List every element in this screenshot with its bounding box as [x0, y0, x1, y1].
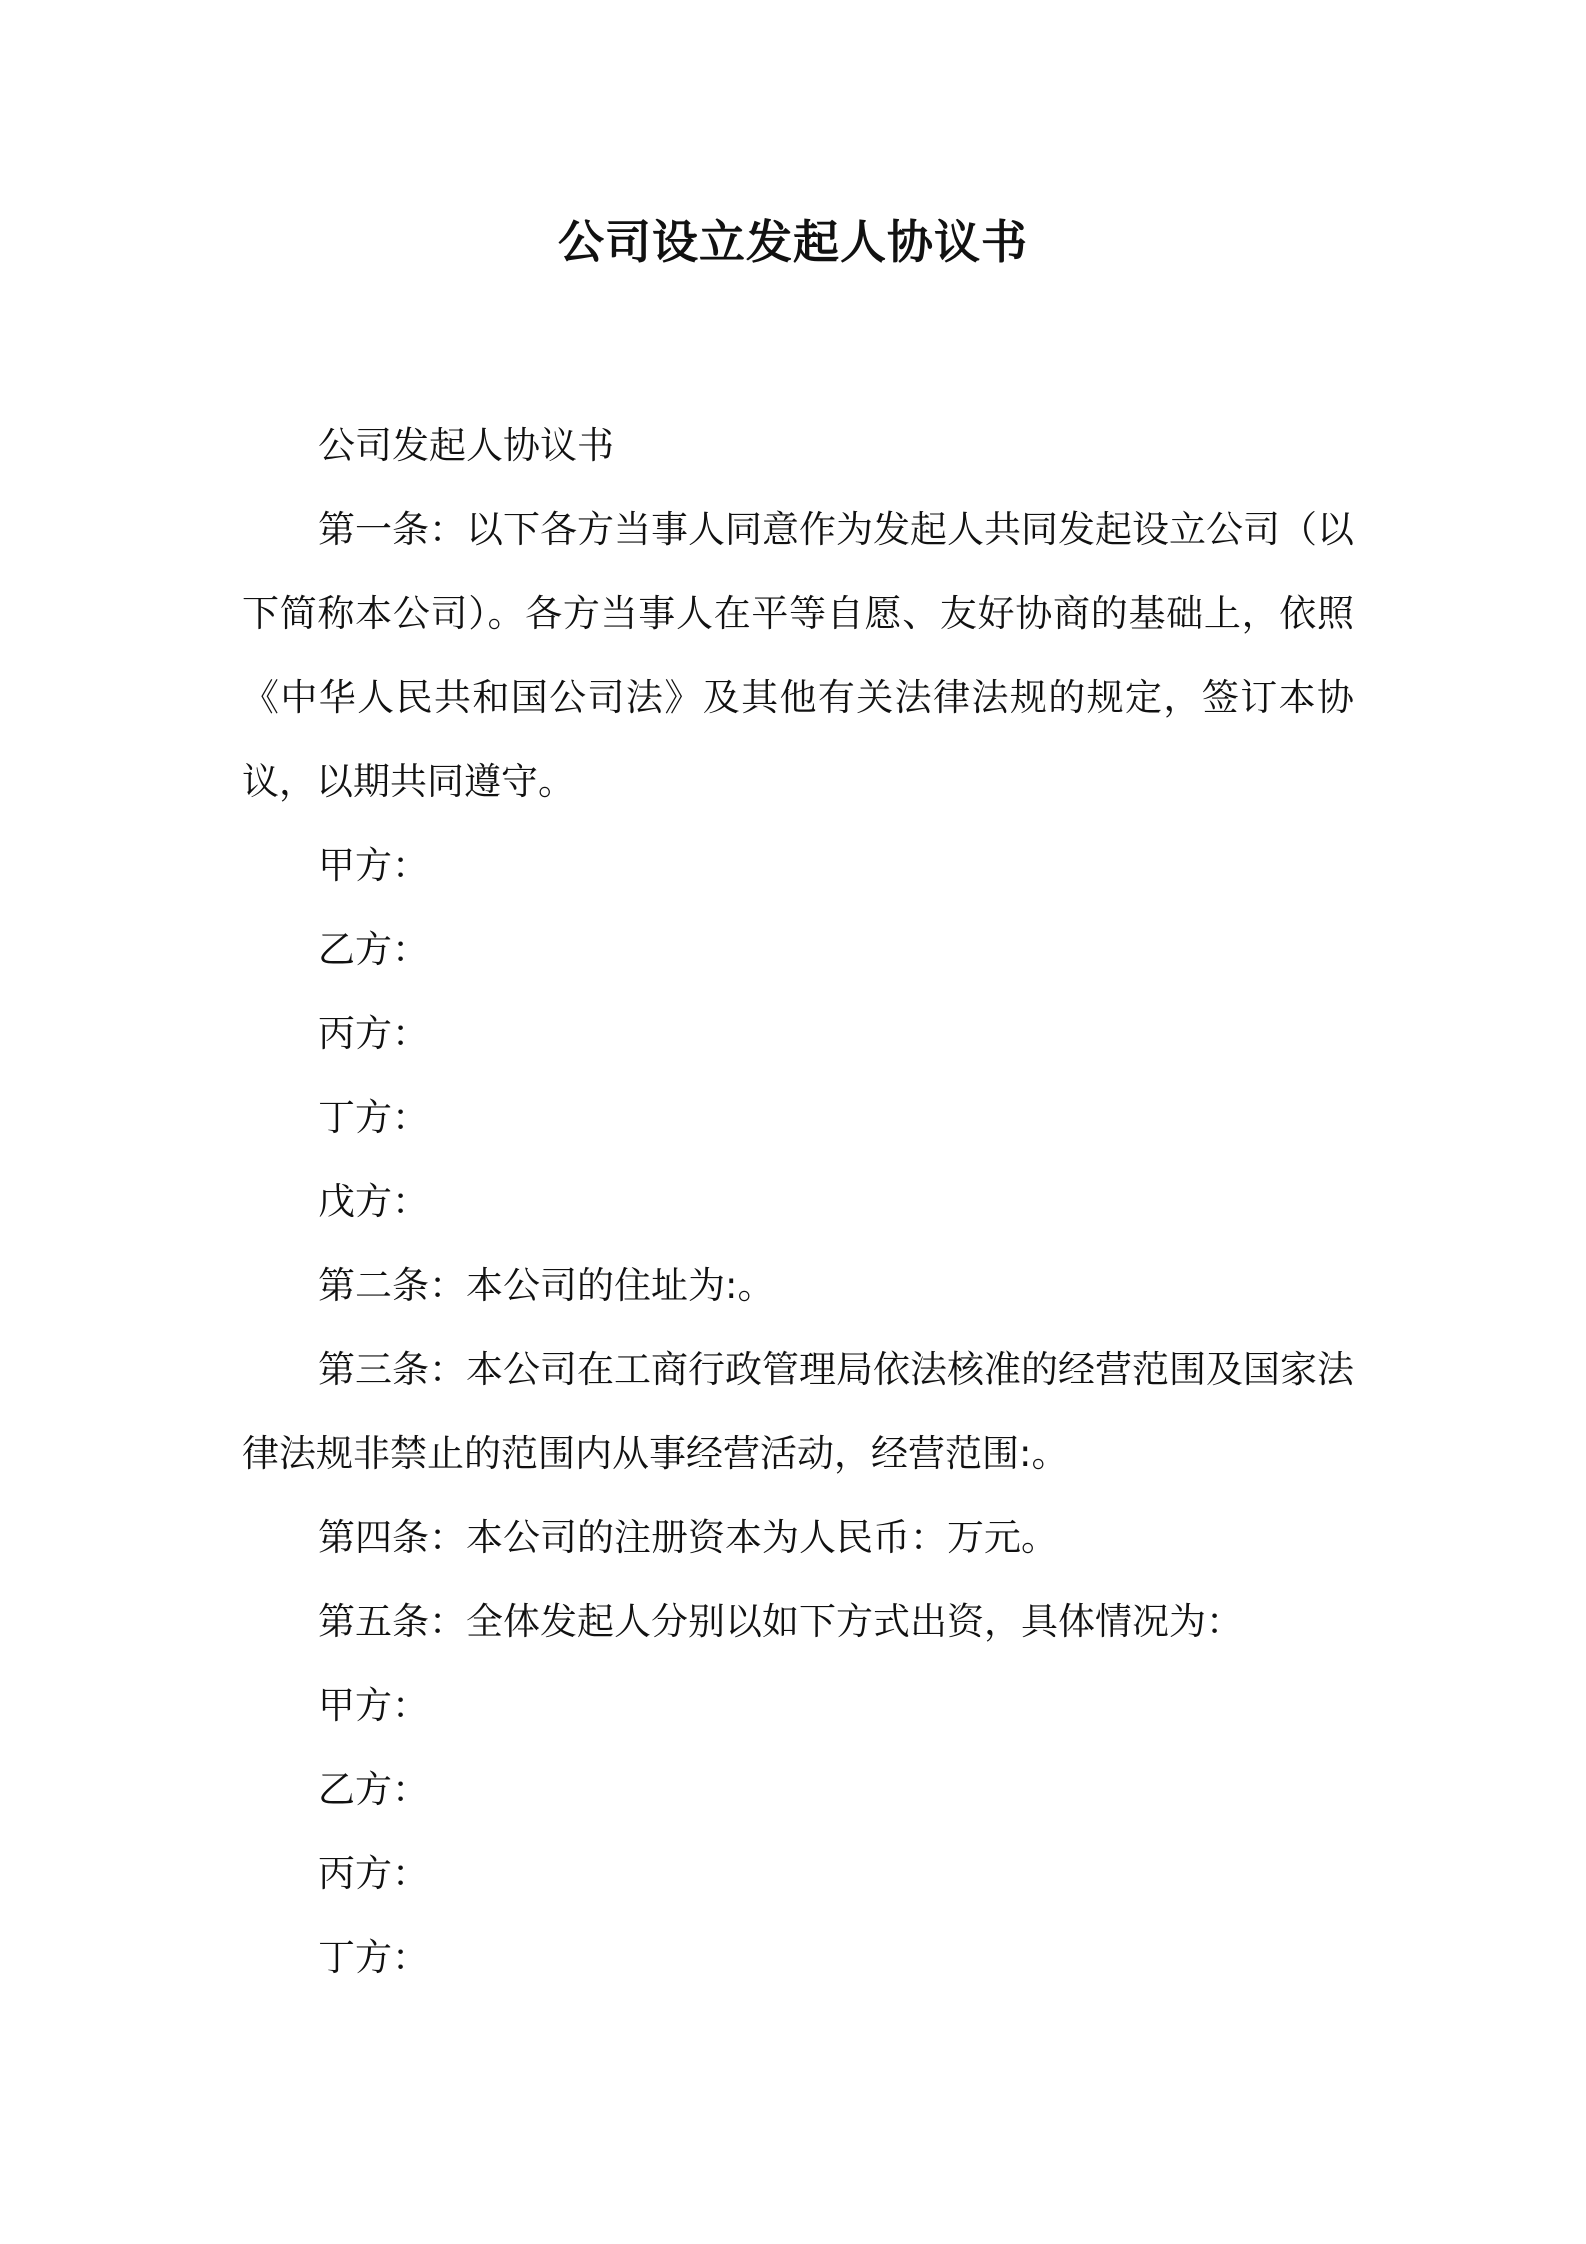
paragraph-contribution-party-d: 丁方： — [318, 1936, 429, 1979]
paragraph-party-d: 丁方： — [318, 1096, 429, 1139]
paragraph-article-2: 第二条：本公司的住址为:。 — [318, 1264, 775, 1307]
paragraph-article-1: 第一条：以下各方当事人同意作为发起人共同发起设立公司（以下简称本公司）。各方当事人在平等自愿、友好协商的基础上，依照《中华人民共和国公司法》及其他有关法律法规的规定，签订本协议，以期共同遵守。 — [242, 508, 1354, 803]
paragraph-party-a: 甲方： — [318, 844, 429, 887]
paragraph-article-4: 第四条：本公司的注册资本为人民币：万元。 — [318, 1516, 1058, 1559]
paragraph-contribution-party-b: 乙方： — [318, 1768, 429, 1811]
paragraph-contribution-party-a: 甲方： — [318, 1684, 429, 1727]
paragraph-contribution-party-c: 丙方： — [318, 1852, 429, 1895]
paragraph-article-5: 第五条：全体发起人分别以如下方式出资，具体情况为： — [318, 1600, 1243, 1643]
paragraph-party-e: 戊方： — [318, 1180, 429, 1223]
document-body — [242, 404, 1354, 2000]
paragraph-party-b: 乙方： — [318, 928, 429, 971]
paragraph-article-3: 第三条：本公司在工商行政管理局依法核准的经营范围及国家法律法规非禁止的范围内从事经营活动，经营范围:。 — [242, 1348, 1354, 1475]
paragraph-party-c: 丙方： — [318, 1012, 429, 1055]
document-title: 公司设立发起人协议书 — [558, 215, 1028, 269]
paragraph-subtitle: 公司发起人协议书 — [318, 424, 614, 467]
